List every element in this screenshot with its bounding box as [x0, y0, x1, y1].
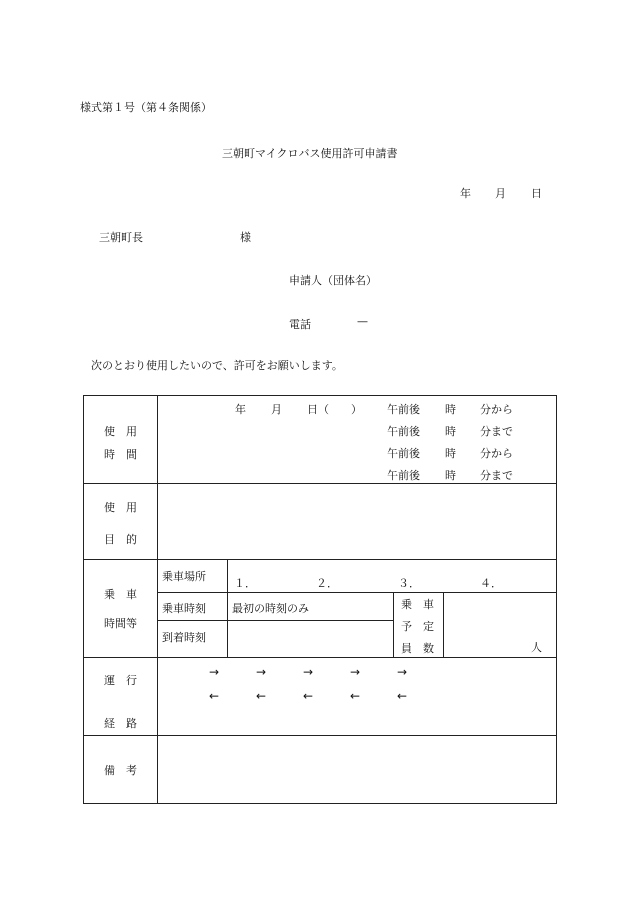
usage-row-1-minute: 分から: [480, 403, 513, 416]
divider-route: [84, 735, 556, 736]
honorific: 様: [240, 231, 251, 244]
passengers-label-2: 予 定: [401, 620, 434, 633]
application-form-table: [83, 395, 557, 804]
boarding-subcol-divider: [227, 559, 228, 657]
route-label-1: 運 行: [104, 674, 137, 687]
date-month-label: 月: [495, 187, 506, 200]
usage-row-3-minute: 分から: [480, 447, 513, 460]
usage-row-3-ampm: 午前後: [387, 447, 420, 460]
usage-row-2-hour: 時: [445, 425, 456, 438]
boarding-time-note: 最初の時刻のみ: [232, 602, 309, 615]
route-forward-arrow-icon: →: [256, 665, 267, 679]
label-column-divider: [157, 396, 158, 803]
usage-row-2-minute: 分まで: [480, 425, 513, 438]
usage-row-2-ampm: 午前後: [387, 425, 420, 438]
phone-dash: —: [357, 315, 368, 328]
boarding-time-label: 乗車時刻: [162, 602, 206, 615]
purpose-label-2: 目 的: [104, 533, 137, 546]
usage-row-3-hour: 時: [445, 447, 456, 460]
applicant-label: 申請人（団体名）: [289, 274, 377, 287]
usage-time-label-2: 時 間: [104, 448, 137, 461]
route-label-2: 経 路: [104, 717, 137, 730]
route-back-arrow-icon: ←: [256, 689, 267, 703]
route-back-arrow-icon: ←: [397, 689, 408, 703]
addressee: 三朝町長: [99, 231, 143, 244]
passengers-label-1: 乗 車: [401, 598, 434, 611]
route-back-arrow-icon: ←: [350, 689, 361, 703]
usage-row-4-hour: 時: [445, 469, 456, 482]
usage-date-day: 日（ ）: [307, 403, 362, 416]
form-number: 様式第１号（第４条関係）: [80, 101, 212, 114]
usage-time-label-1: 使 用: [104, 425, 137, 438]
boarding-place-row-line: [157, 592, 556, 593]
boarding-place-label: 乗車場所: [162, 570, 206, 583]
boarding-place-4: ４．: [480, 577, 502, 590]
divider-boarding: [84, 657, 556, 658]
intro-text: 次のとおり使用したいので、許可をお願いします。: [91, 359, 343, 372]
boarding-place-3: ３．: [398, 577, 420, 590]
arrival-time-label: 到着時刻: [162, 631, 206, 644]
route-forward-arrow-icon: →: [209, 665, 220, 679]
route-forward-arrow-icon: →: [303, 665, 314, 679]
divider-usage-time: [84, 483, 556, 484]
phone-label: 電話: [289, 318, 311, 331]
route-forward-arrow-icon: →: [397, 665, 408, 679]
usage-row-4-minute: 分まで: [480, 469, 513, 482]
date-day-label: 日: [531, 187, 542, 200]
route-back-arrow-icon: ←: [209, 689, 220, 703]
boarding-label-2: 時間等: [104, 617, 137, 630]
passengers-left-divider: [393, 592, 394, 657]
boarding-place-1: １．: [234, 577, 256, 590]
usage-row-4-ampm: 午前後: [387, 469, 420, 482]
remarks-label: 備 考: [104, 764, 137, 777]
date-year-label: 年: [460, 187, 471, 200]
passengers-label-3: 員 数: [401, 642, 434, 655]
passengers-unit: 人: [531, 641, 542, 654]
purpose-label-1: 使 用: [104, 501, 137, 514]
boarding-time-row-line: [157, 620, 393, 621]
usage-date-year: 年: [235, 403, 246, 416]
page-title: 三朝町マイクロバス使用許可申請書: [222, 147, 398, 160]
usage-date-month: 月: [271, 403, 282, 416]
route-forward-arrow-icon: →: [350, 665, 361, 679]
boarding-place-2: ２．: [316, 577, 338, 590]
usage-row-1-hour: 時: [445, 403, 456, 416]
usage-row-1-ampm: 午前後: [387, 403, 420, 416]
passengers-right-divider: [443, 592, 444, 657]
route-back-arrow-icon: ←: [303, 689, 314, 703]
divider-purpose: [84, 559, 556, 560]
boarding-label-1: 乗 車: [104, 588, 137, 601]
